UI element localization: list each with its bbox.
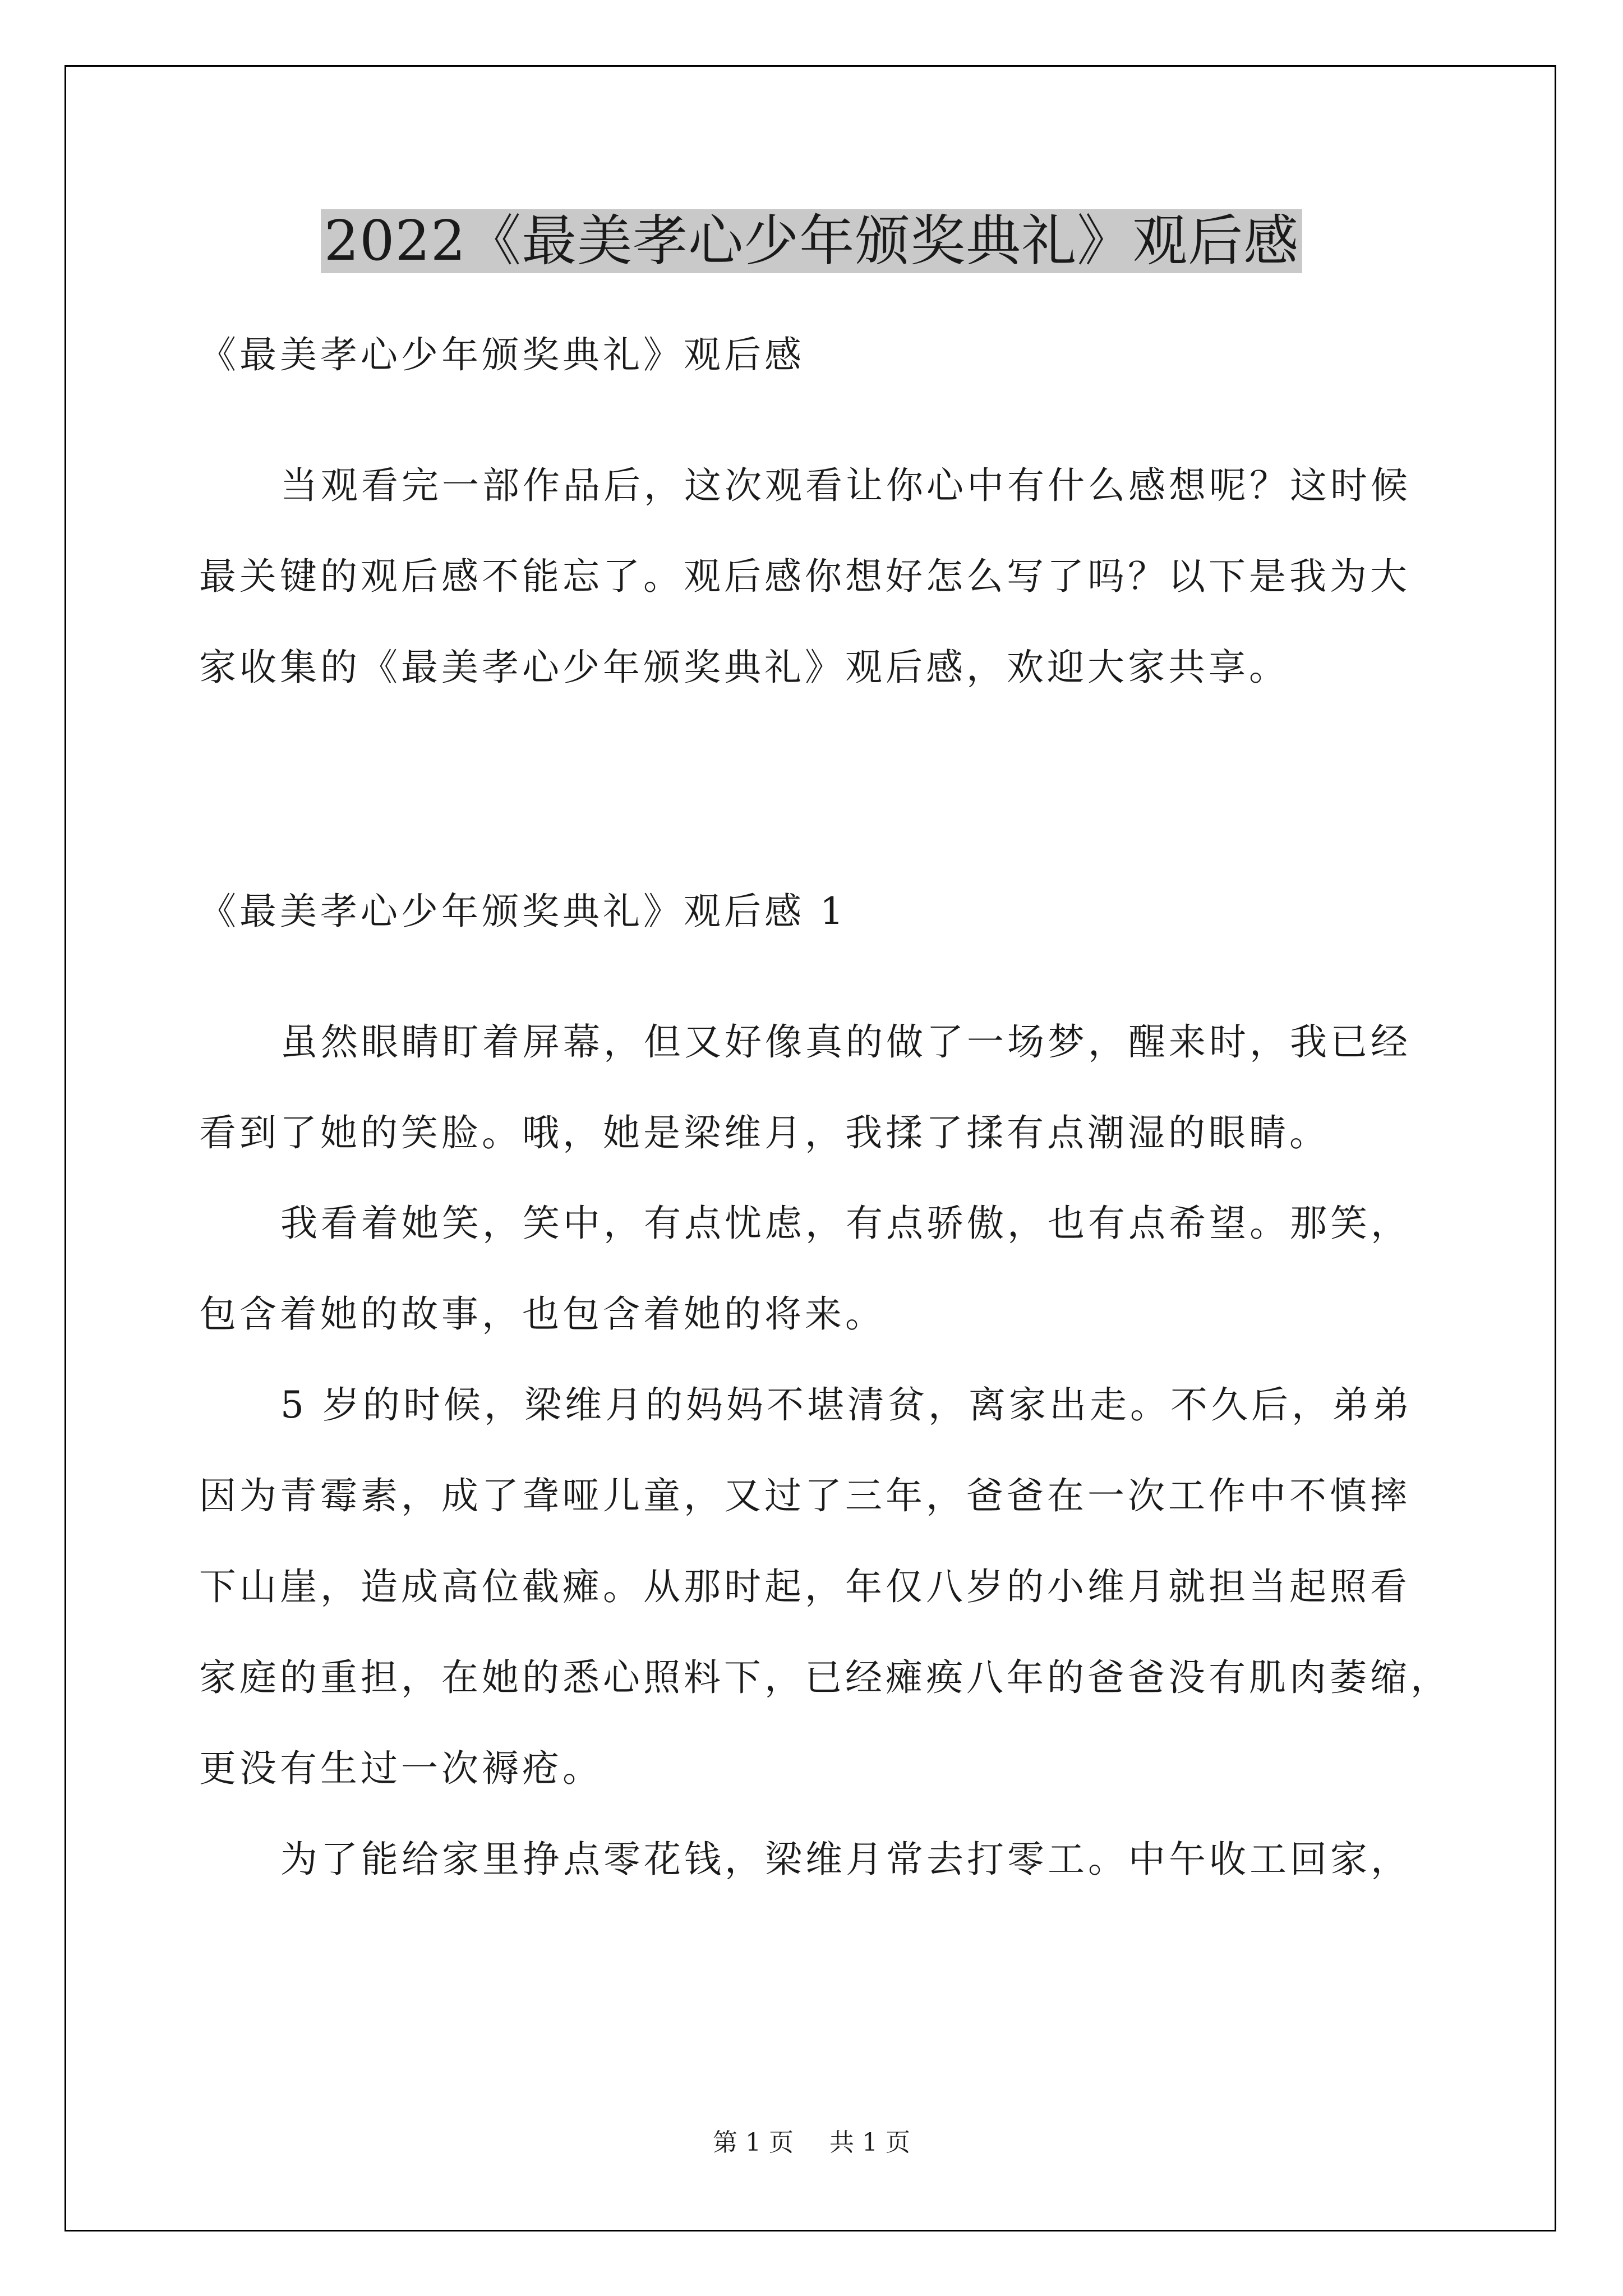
body-paragraph-2 [199,1178,1433,1360]
intro-line: 家收集的《最美孝心少年颁奖典礼》观后感，欢迎大家共享。 [199,646,1289,689]
page-number: 第 1 页 [713,2128,794,2157]
paragraph-line: 家庭的重担，在她的悉心照料下，已经瘫痪八年的爸爸没有肌肉萎缩， [199,1656,1451,1699]
section-heading-line: 《最美孝心少年颁奖典礼》观后感 1 [199,890,847,933]
paragraph-line: 我看着她笑，笑中，有点忧虑，有点骄傲，也有点希望。那笑， [280,1202,1411,1245]
paragraph-line: 5 岁的时候，梁维月的妈妈不堪清贫，离家出走。不久后，弟弟 [280,1383,1413,1427]
paragraph-line: 因为青霉素，成了聋哑儿童，又过了三年，爸爸在一次工作中不慎摔 [199,1474,1410,1517]
intro-paragraph [199,440,1433,713]
section-heading [199,866,1433,957]
page-footer [0,2126,1623,2160]
document-title-text: 2022《最美孝心少年颁奖典礼》观后感 [321,209,1302,273]
page-total: 共 1 页 [829,2128,910,2157]
paragraph-line: 包含着她的故事，也包含着她的将来。 [199,1292,886,1336]
paragraph-line: 虽然眼睛盯着屏幕，但又好像真的做了一场梦，醒来时，我已经 [280,1020,1411,1064]
body-paragraph-4 [199,1814,1433,1905]
body-paragraph-3 [199,1360,1451,1814]
subtitle-line: 《最美孝心少年颁奖典礼》观后感 [199,333,805,376]
document-title [0,202,1623,280]
paragraph-line: 更没有生过一次褥疮。 [199,1747,603,1790]
paragraph-line: 为了能给家里挣点零花钱，梁维月常去打零工。中午收工回家， [280,1838,1411,1881]
paragraph-line: 下山崖，造成高位截瘫。从那时起，年仅八岁的小维月就担当起照看 [199,1565,1410,1608]
intro-line: 最关键的观后感不能忘了。观后感你想好怎么写了吗？以下是我为大 [199,555,1410,598]
body-paragraph-1 [199,997,1433,1179]
subtitle-paragraph [199,310,1433,401]
paragraph-line: 看到了她的笑脸。哦，她是梁维月，我揉了揉有点潮湿的眼睛。 [199,1111,1330,1154]
intro-line: 当观看完一部作品后，这次观看让你心中有什么感想呢？这时候 [280,464,1411,507]
